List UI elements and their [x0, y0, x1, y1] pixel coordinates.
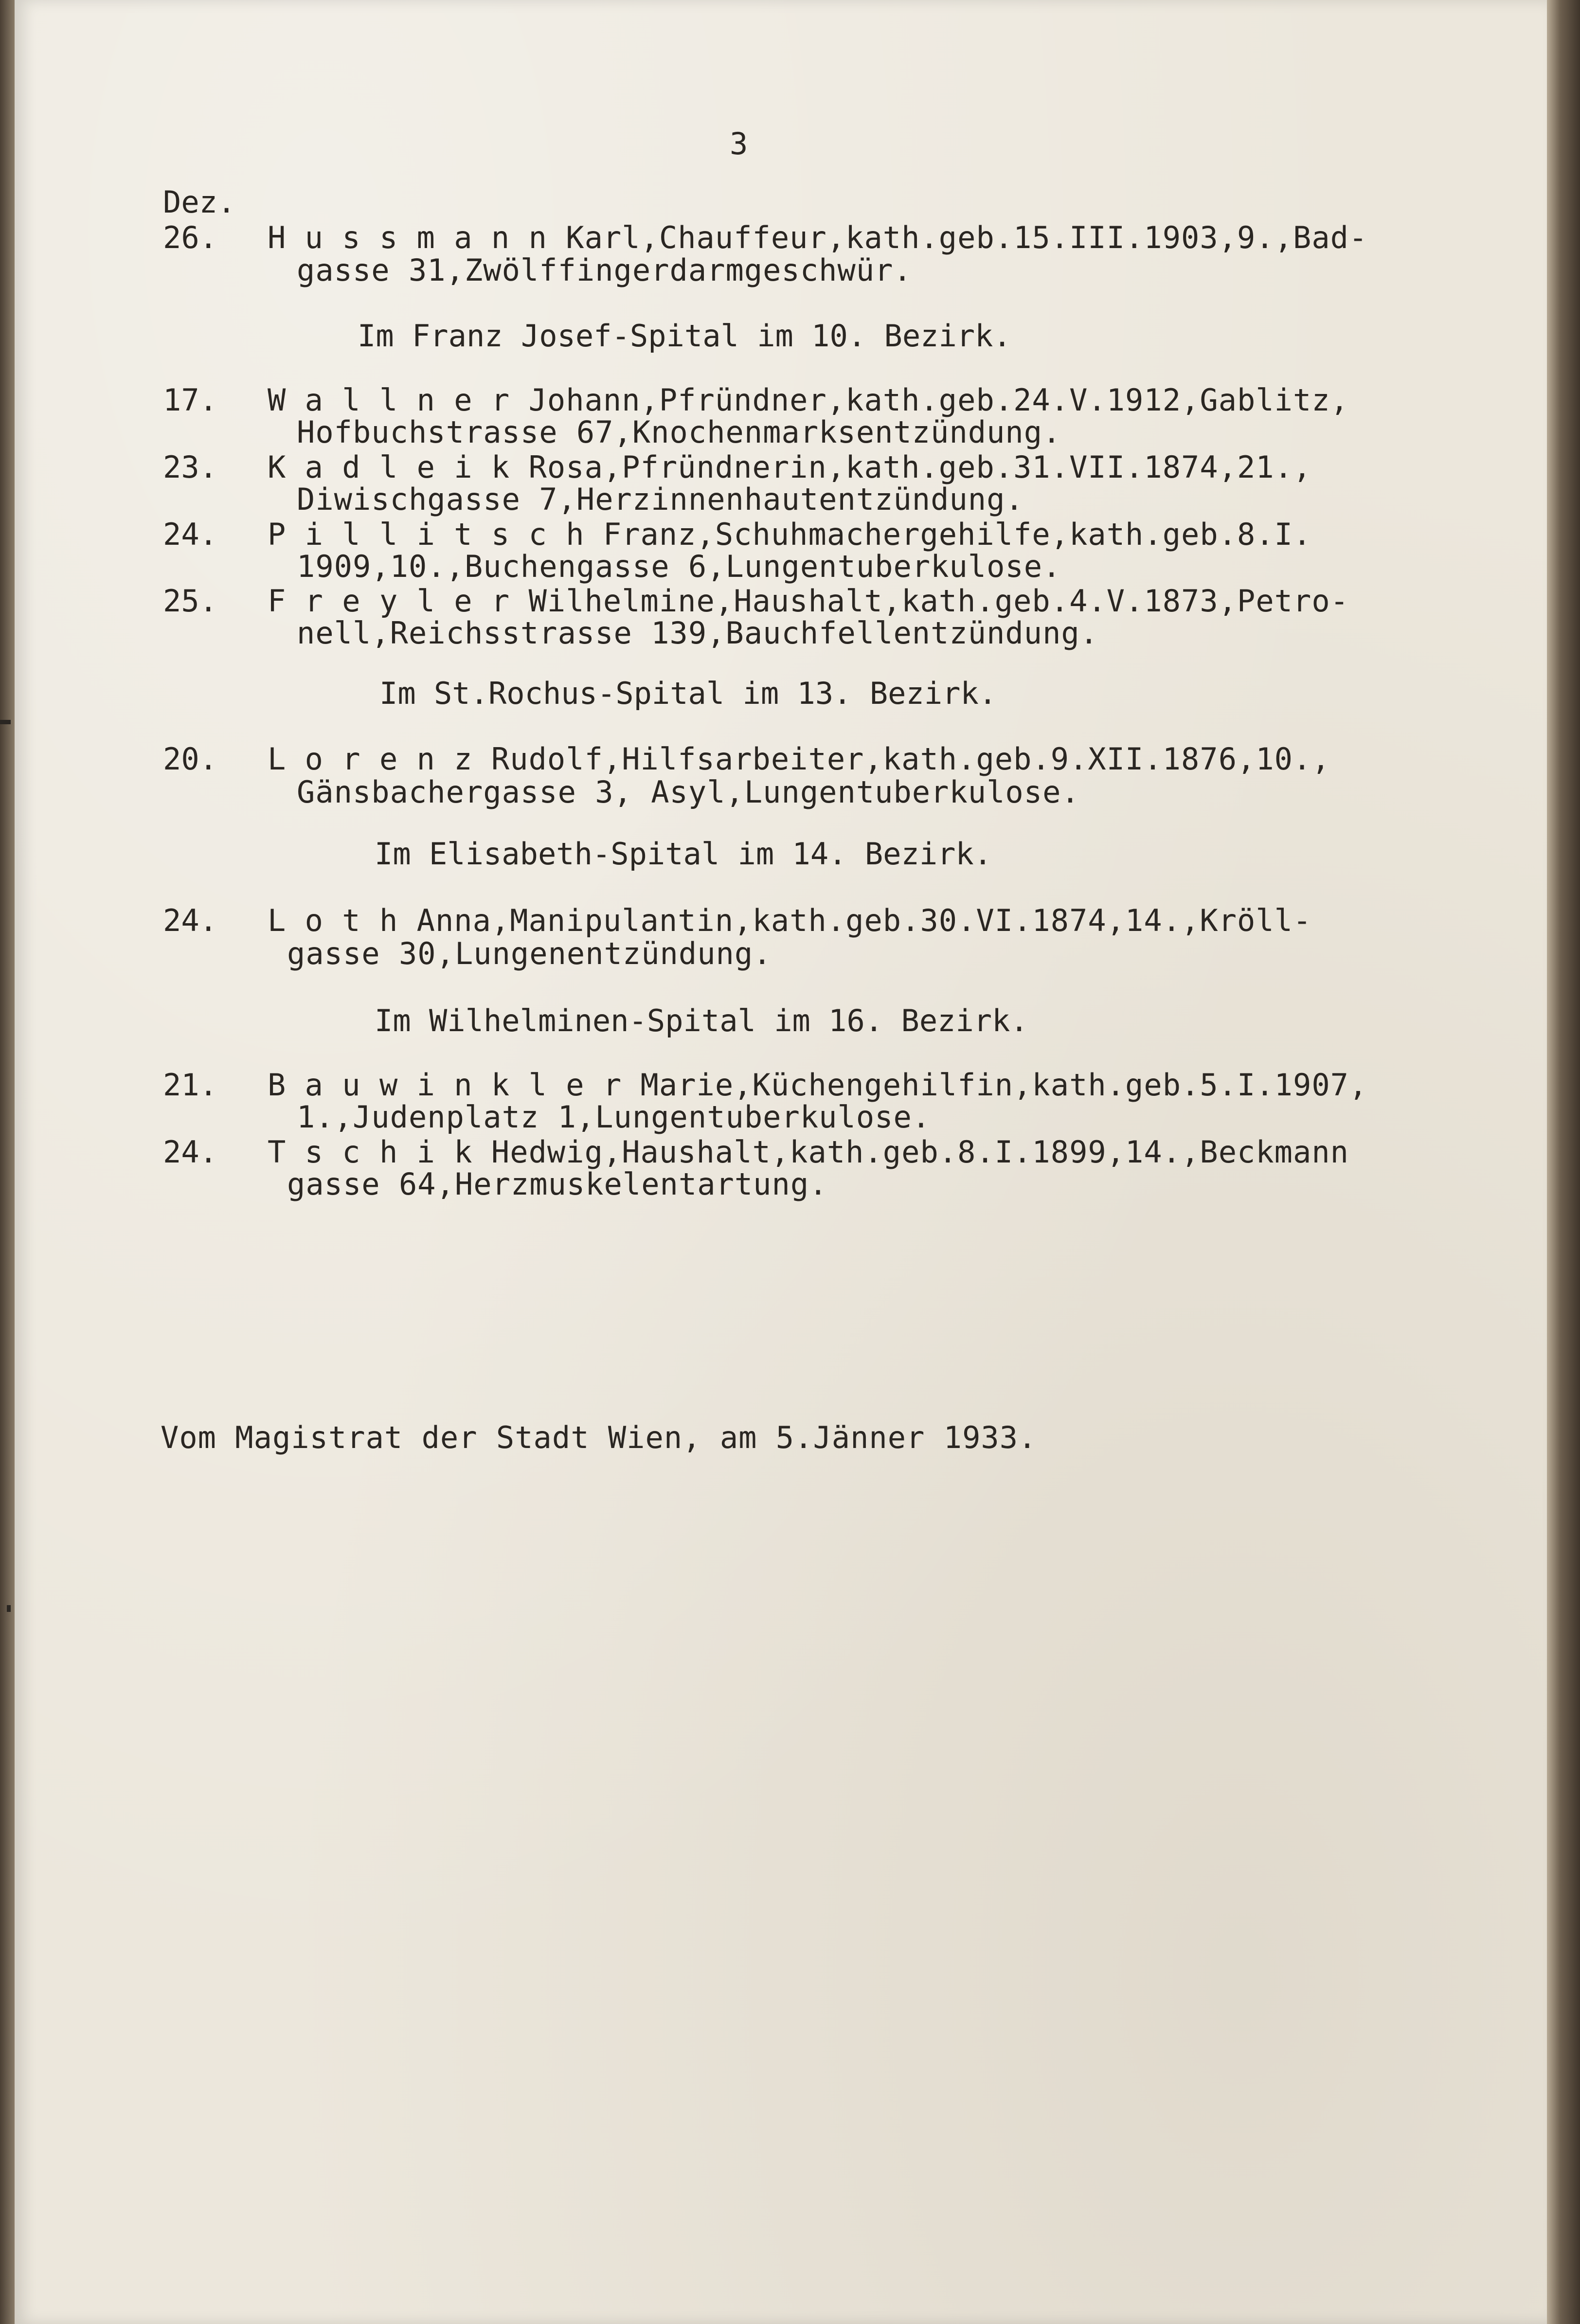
entry-surname: K a d l e i k: [268, 449, 510, 485]
document-page: [15, 0, 1547, 2324]
entry-details: Rosa,Pfründnerin,kath.geb.31.VII.1874,21.,: [510, 449, 1312, 485]
entry-line-1: [268, 382, 1349, 418]
entry-day: 23.: [163, 449, 217, 485]
previous-page-edge: [0, 0, 15, 2324]
entry-line-2: Gänsbachergasse 3, Asyl,Lungentuberkulose.: [297, 774, 1080, 810]
margin-mark: [0, 720, 11, 724]
entry-line-2: 1909,10.,Buchengasse 6,Lungentuberkulose.: [297, 549, 1061, 584]
margin-mark: [7, 1605, 11, 1612]
page-number: 3: [730, 126, 749, 161]
entry-details: Hedwig,Haushalt,kath.geb.8.I.1899,14.,Beckmann: [472, 1134, 1349, 1170]
entry-details: Karl,Chauffeur,kath.geb.15.III.1903,9.,Bad-: [547, 220, 1368, 255]
entry-line-1: [268, 449, 1312, 485]
entry-day: 24.: [163, 1134, 217, 1170]
section-heading: Im Wilhelminen-Spital im 16. Bezirk.: [375, 1003, 1028, 1038]
entry-details: Johann,Pfründner,kath.geb.24.V.1912,Gablitz,: [510, 382, 1349, 418]
entry-line-1: [268, 903, 1312, 938]
entry-surname: T s c h i k: [268, 1134, 473, 1170]
entry-surname: L o r e n z: [268, 741, 473, 777]
entry-surname: B a u w i n k l e r: [268, 1067, 622, 1103]
entry-surname: W a l l n e r: [268, 382, 510, 418]
entry-line-1: [268, 519, 1311, 550]
entry-details: Marie,Küchengehilfin,kath.geb.5.I.1907,: [622, 1067, 1368, 1103]
entry-line-2: nell,Reichsstrasse 139,Bauchfellentzündung.: [297, 615, 1099, 651]
entry-details: Wilhelmine,Haushalt,kath.geb.4.V.1873,Petro-: [510, 583, 1349, 619]
entry-surname: L o t h: [268, 903, 398, 938]
month-label: Dez.: [163, 184, 236, 220]
entry-details: Anna,Manipulantin,kath.geb.30.VI.1874,14.,Kröll-: [398, 903, 1312, 938]
entry-line-2: Diwischgasse 7,Herzinnenhautentzündung.: [297, 482, 1024, 517]
entry-line-1: [268, 220, 1368, 255]
entry-day: 20.: [163, 741, 217, 777]
entry-surname: F r e y l e r: [268, 583, 510, 619]
entry-day: 26.: [163, 220, 217, 255]
entry-line-1: [268, 583, 1349, 619]
entry-line-2: gasse 30,Lungenentzündung.: [287, 936, 772, 971]
entry-line-1: [268, 1067, 1368, 1103]
entry-day: 21.: [163, 1067, 217, 1103]
entry-day: 25.: [163, 583, 217, 619]
entry-line-2: gasse 31,Zwölffingerdarmgeschwür.: [297, 252, 912, 288]
signature-line: Vom Magistrat der Stadt Wien, am 5.Jänner 1933.: [161, 1420, 1037, 1455]
entry-details: Rudolf,Hilfsarbeiter,kath.geb.9.XII.1876,10.,: [472, 741, 1330, 777]
entry-line-2: 1.,Judenplatz 1,Lungentuberkulose.: [297, 1099, 931, 1135]
entry-day: 24.: [163, 517, 217, 552]
entry-line-1: [268, 1134, 1349, 1170]
entry-day: 17.: [163, 382, 217, 418]
entry-details: Franz,Schuhmachergehilfe,kath.geb.8.I.: [584, 517, 1312, 552]
entry-line-2: gasse 64,Herzmuskelentartung.: [287, 1166, 828, 1202]
section-heading: Im Elisabeth-Spital im 14. Bezirk.: [375, 836, 992, 872]
entry-surname: H u s s m a n n: [268, 220, 547, 255]
entry-line-1: [268, 741, 1330, 777]
entry-day: 24.: [163, 903, 217, 938]
section-heading: Im St.Rochus-Spital im 13. Bezirk.: [379, 676, 997, 711]
entry-surname: P i l l i t s c h: [268, 517, 585, 552]
section-heading: Im Franz Josef-Spital im 10. Bezirk.: [358, 318, 1011, 354]
binding-edge: [1547, 0, 1580, 2324]
entry-line-2: Hofbuchstrasse 67,Knochenmarksentzündung.: [297, 414, 1061, 450]
